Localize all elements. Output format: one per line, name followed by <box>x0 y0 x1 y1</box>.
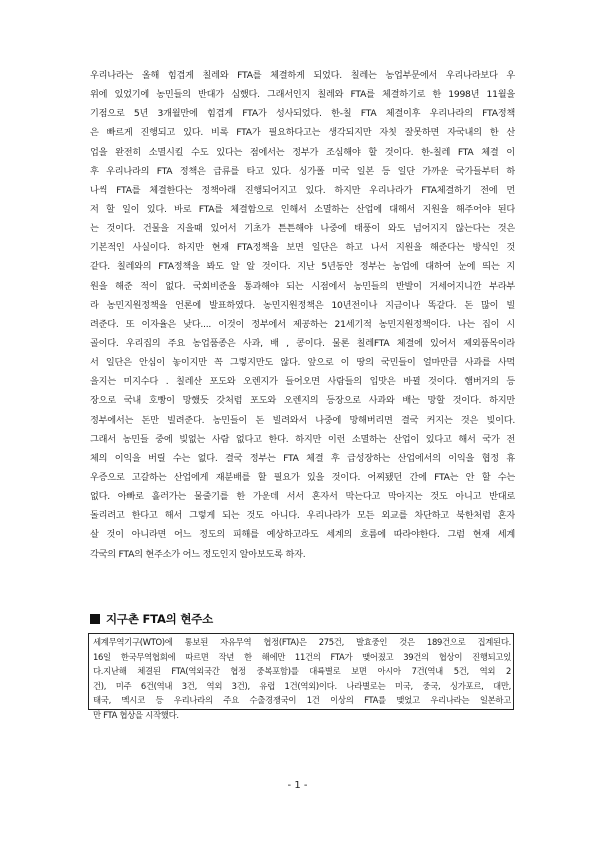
body-line: 없다. 아빠로 흘러가는 물줄기를 한 가운데 서서 혼자서 막는다고 막아지는 것도 아니고 반대로 <box>90 491 515 503</box>
body-line: 살 것이 아니라면 어느 정도의 피해를 예상하고라도 세계의 흐름에 따라야한다. 그럼 현재 세계 <box>90 529 515 541</box>
body-line: 라 농민지원정책을 언론에 발표하였다. 농민지원정책은 10년전이나 지금이나 똑같다. 돈 많이 빌 <box>90 299 515 311</box>
body-line: 나씩 FTA를 체결한다는 정책아래 진행되어지고 있다. 하지만 우리나라가 FTA체결하기 전에 먼 <box>90 184 515 196</box>
body-line: 서 일단은 안심이 놓이지만 꼭 그렇지만도 않다. 앞으로 이 땅의 국민들이 얼마만큼 사과를 사먹 <box>90 357 515 369</box>
box-line: 만 FTA 협상을 시작했다. <box>93 709 179 720</box>
body-line: 돌리려고 한다고 해서 그렇게 되는 것도 아니다. 우리나라가 모든 외교를 차단하고 북한처럼 혼자 <box>90 510 515 522</box>
body-paragraph <box>90 66 515 564</box>
body-line: 원을 해준 적이 없다. 국회비준을 통과해야 되는 시점에서 농민들의 반발이 거세어지니깐 부라부 <box>90 280 515 292</box>
body-line: 업을 완전히 소멸시킬 수도 있다는 점에서는 정부가 조심해야 할 것이다. 한-칠레 FTA 체결 이 <box>90 146 515 158</box>
body-line: 같다. 칠레와의 FTA정책을 봐도 알 알 것이다. 지난 5년동안 정부는 농업에 대하여 눈에 띄는 지 <box>90 261 515 273</box>
body-line: 그래서 농민들 중에 빚없는 사람 없다고 한다. 하지만 이런 소멸하는 산업이 있다고 해서 국가 전 <box>90 433 515 445</box>
body-line: 저 할 일이 있다. 바로 FTA를 체결함으로 인해서 소멸하는 산업에 대해서 지원을 해주어야 된다 <box>90 203 515 215</box>
fta-info-box <box>88 633 514 720</box>
body-line: 은 빠르게 진행되고 있다. 비록 FTA가 필요하다고는 생각되지만 자칫 잘못하면 자국내의 한 산 <box>90 127 515 139</box>
body-line: 위에 있었기에 농민들의 반대가 심했다. 그래서인지 칠레와 FTA를 체결하기로 한 1998년 11월을 <box>90 89 515 101</box>
body-line: 우리나라는 올해 힘겹게 칠레와 FTA를 체결하게 되었다. 칠레는 농업부문에서 우리나라보다 우 <box>90 70 515 81</box>
body-line: 후 우리나라의 FTA 정책은 급류를 타고 있다. 싱가폴 미국 일본 등 일단 가까운 국가들부터 하 <box>90 165 515 177</box>
body-line: 을지는 미지수다 . 칠레산 포도와 오렌지가 들어오면 사람들의 입맛은 바뀔 것이다. 햄버거의 등 <box>90 376 515 388</box>
section-heading <box>90 611 213 627</box>
page-number: - 1 - <box>287 780 308 791</box>
body-line: 려준다. 또 이자율은 낮다.... 이것이 정부에서 제공하는 21세기적 농민지원정책이다. 나는 집이 시 <box>90 318 515 330</box>
body-line: 장으로 국내 호빵이 망했듯 갓처럼 포도와 오렌지의 등장으로 사과와 배는 망할 것이다. 하지만 <box>90 395 515 407</box>
body-line: 각국의 FTA의 현주소가 어느 정도인지 알아보도록 하자. <box>90 548 306 560</box>
box-line: 건), 미주 6건(역내 3건, 역외 3건), 유럽 1건(역외)이다. 나라별로는 미국, 중국, 싱가포르, 대만, <box>93 680 511 691</box>
box-line: 다.지난해 체결된 FTA(역외국간 협정 중복포함)를 대륙별로 보면 아시아 7건(역내 5건, 역외 2 <box>93 666 511 677</box>
body-line: 체의 이익을 버릴 수는 없다. 결국 정부는 FTA 체결 후 급성장하는 산업에서의 이익을 협정 휴 <box>90 452 515 464</box>
body-line: 우증으로 고갈하는 산업에게 재분배를 할 필요가 있을 것이다. 어찌됐던 간에 FTA는 안 할 수는 <box>90 471 515 483</box>
body-line: 는 것이다. 건물을 지을때 있어서 기초가 튼튼해야 나중에 태풍이 와도 넘어지지 않는다는 것은 <box>90 223 515 235</box>
body-line: 기점으로 5년 3개월만에 힘겹게 FTA가 성사되었다. 한-칠 FTA 체결이후 우리나라의 FTA정책 <box>90 108 515 120</box>
box-line: 16일 한국무역협회에 따르면 작년 한 해에만 11건의 FTA가 맺어졌고 39건의 협상이 진행되고있 <box>93 651 511 662</box>
body-line: 정부에서는 돈만 빌려준다. 농민들이 돈 빌려와서 나중에 망해버리면 결국 커지는 것은 빚이다. <box>90 414 515 426</box>
section-title: 지구촌 FTA의 현주소 <box>106 612 214 626</box>
body-line: 기본적인 사실이다. 하지만 현재 FTA정책을 보면 일단은 하고 나서 지원을 해준다는 방식인 것 <box>90 242 515 254</box>
body-line: 골이다. 우리집의 주요 농업품종은 사과, 배 , 콩이다. 물론 칠레FTA 체결에 있어서 제외품목이라 <box>90 337 515 349</box>
box-line: 태국, 멕시코 등 우리나라의 주요 수출경쟁국이 1건 이상의 FTA를 맺었고 우리나라는 일본하고 <box>93 695 511 706</box>
box-line: 세계무역기구(WTO)에 통보된 자유무역 협정(FTA)은 275건, 발효중인 것은 189건으로 집계된다. <box>93 637 511 647</box>
black-square-bullet-icon <box>90 614 100 624</box>
